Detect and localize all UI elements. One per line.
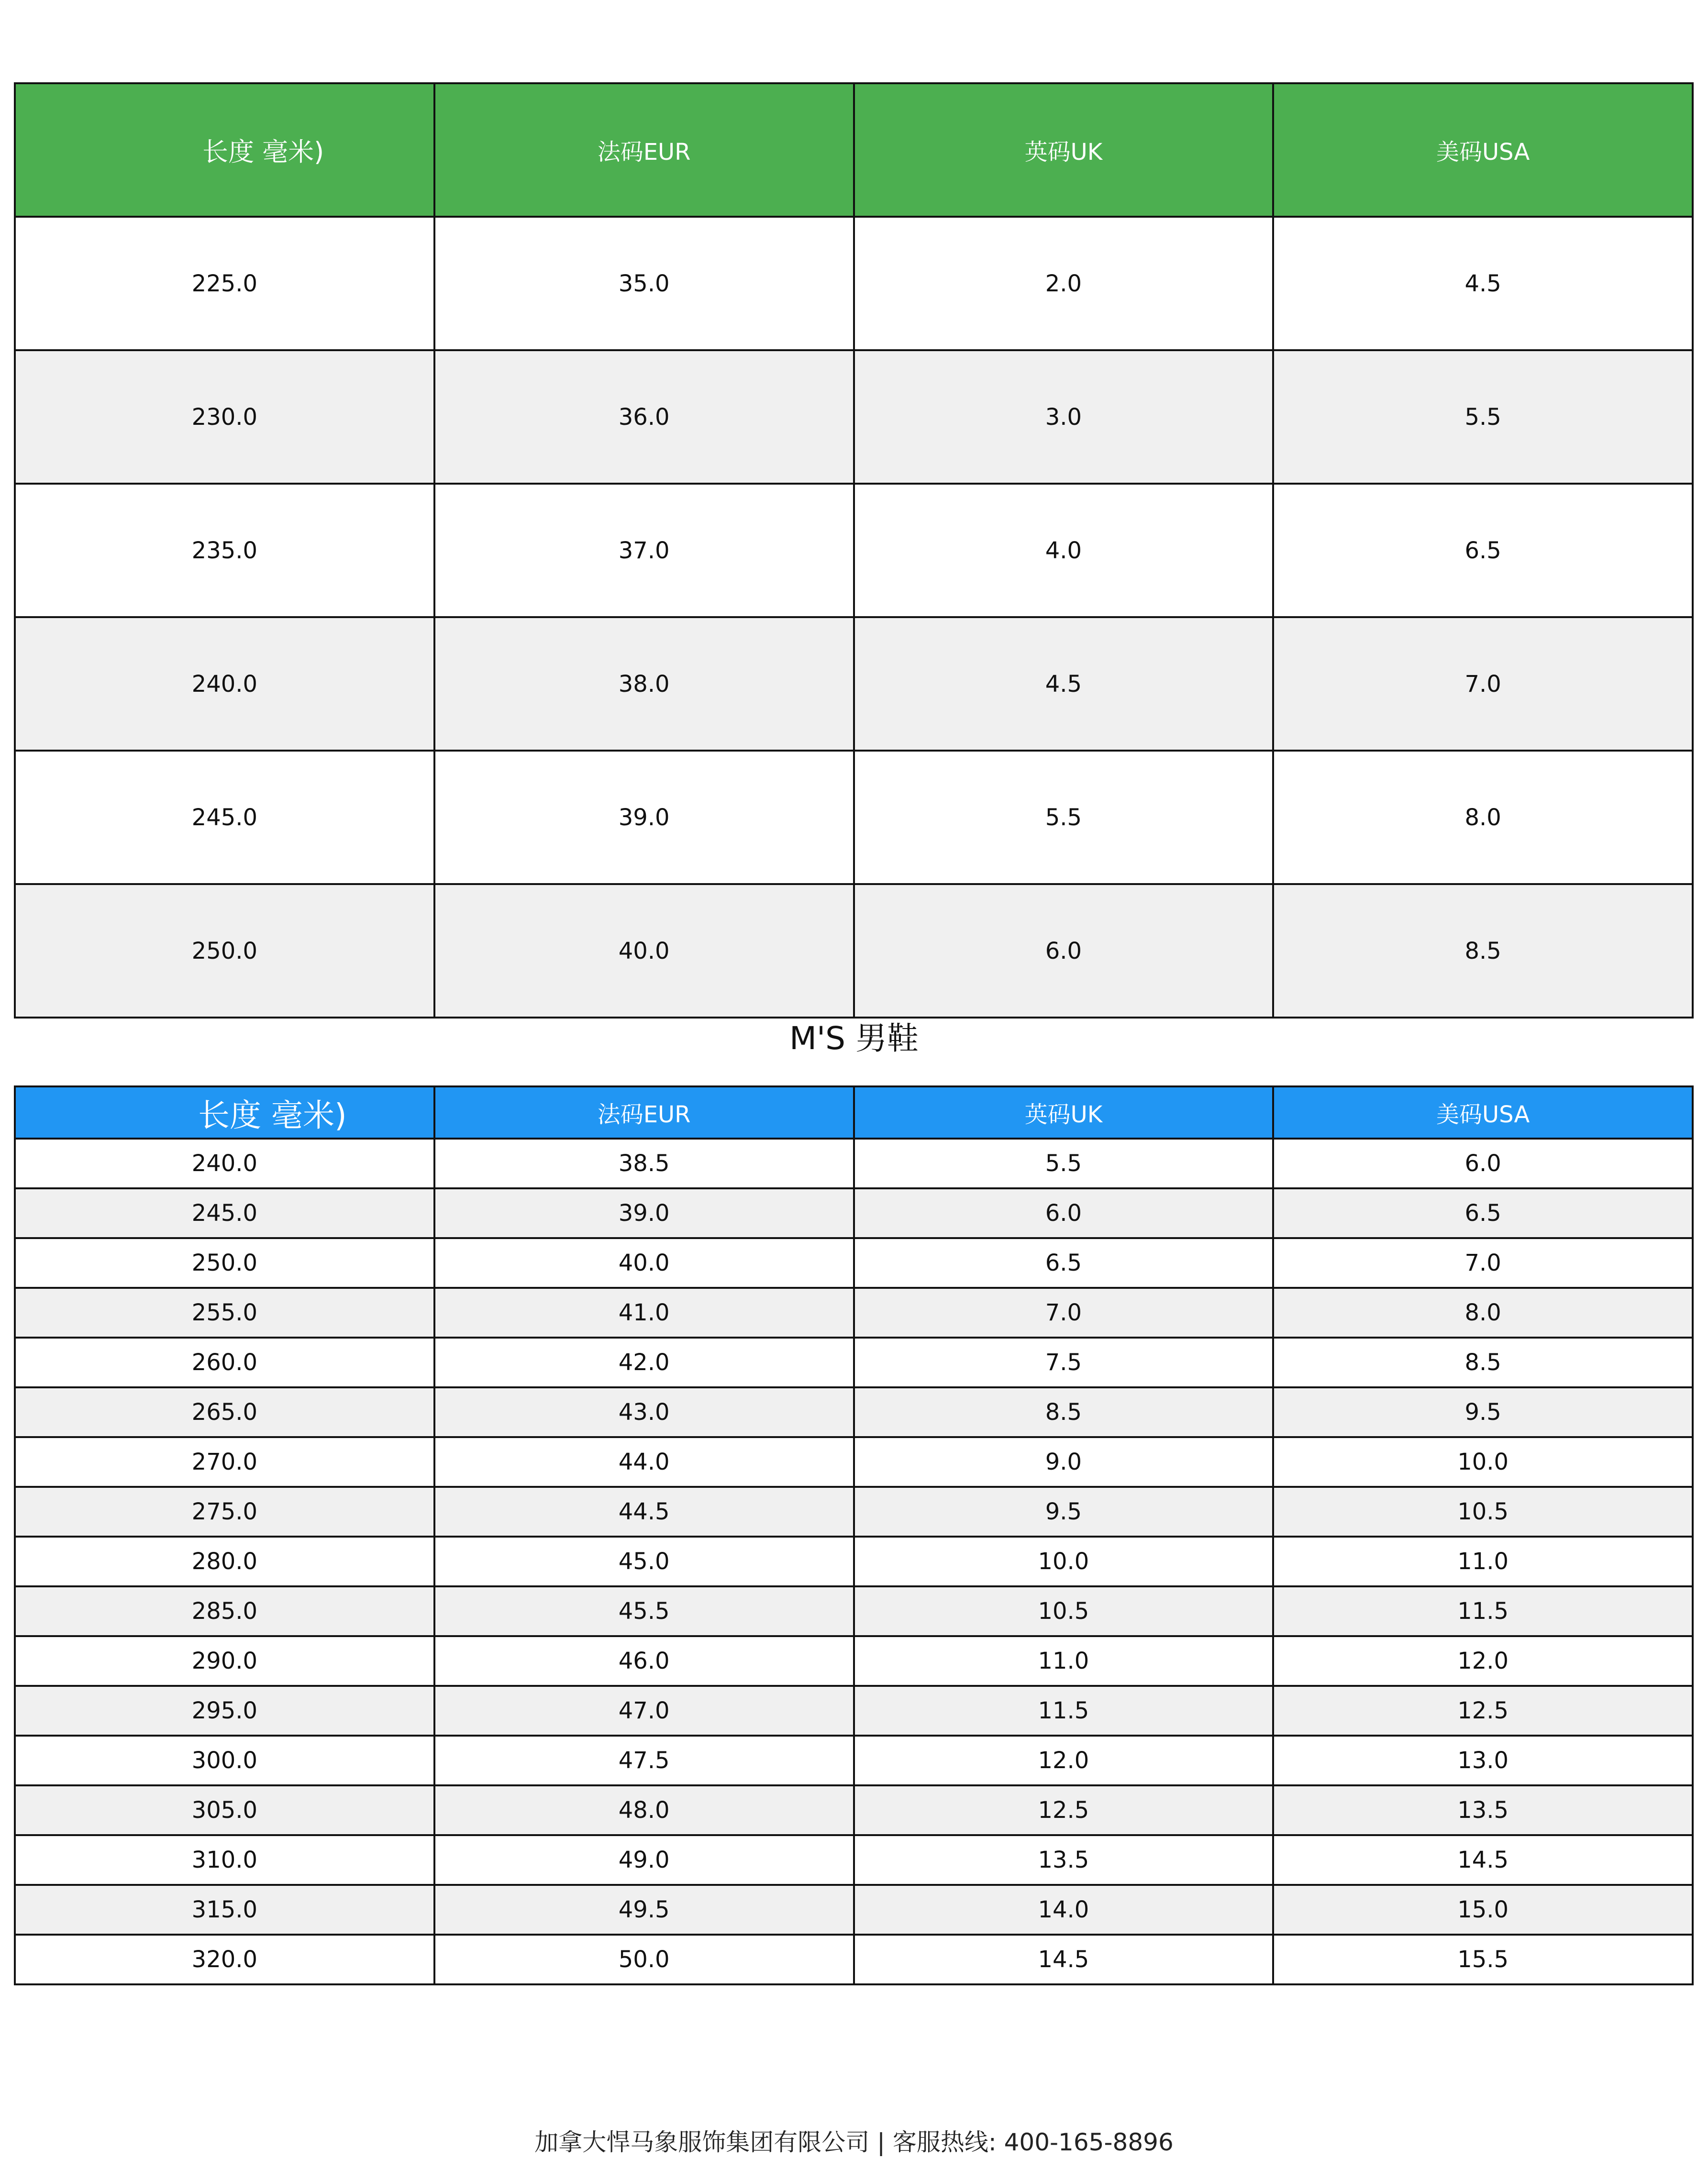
cell-length-mm: 280.0 (15, 1537, 434, 1586)
cell-length-mm: 310.0 (15, 1835, 434, 1885)
cell-usa: 15.0 (1273, 1885, 1693, 1935)
table-row (15, 350, 1693, 484)
cell-usa: 11.5 (1273, 1586, 1693, 1636)
cell-usa: 8.5 (1273, 884, 1693, 1018)
table-row (15, 1835, 1693, 1885)
cell-uk: 9.0 (854, 1437, 1274, 1487)
cell-eur: 36.0 (434, 350, 854, 484)
table-row (15, 1885, 1693, 1935)
cell-usa: 9.5 (1273, 1387, 1693, 1437)
cell-eur: 49.0 (434, 1835, 854, 1885)
header-length-mm: 长度 毫米) (15, 83, 434, 217)
cell-uk: 10.0 (854, 1537, 1274, 1586)
cell-uk: 9.5 (854, 1487, 1274, 1537)
header-uk: 英码UK (854, 1086, 1274, 1139)
cell-uk: 5.5 (854, 1139, 1274, 1188)
cell-eur: 40.0 (434, 884, 854, 1018)
cell-usa: 10.0 (1273, 1437, 1693, 1487)
cell-eur: 45.0 (434, 1537, 854, 1586)
cell-eur: 39.0 (434, 751, 854, 884)
cell-length-mm: 295.0 (15, 1686, 434, 1736)
cell-usa: 7.0 (1273, 1238, 1693, 1288)
men-table-header-row (15, 1086, 1693, 1139)
men-size-table (14, 1085, 1694, 1985)
table-row (15, 217, 1693, 350)
table-row (15, 1487, 1693, 1537)
cell-eur: 47.0 (434, 1686, 854, 1736)
table-row (15, 884, 1693, 1018)
cell-uk: 12.0 (854, 1736, 1274, 1785)
cell-length-mm: 250.0 (15, 1238, 434, 1288)
table-row (15, 484, 1693, 617)
cell-eur: 35.0 (434, 217, 854, 350)
table-row (15, 1437, 1693, 1487)
cell-usa: 8.0 (1273, 1288, 1693, 1338)
table-row (15, 1537, 1693, 1586)
table-row (15, 1785, 1693, 1835)
cell-eur: 41.0 (434, 1288, 854, 1338)
cell-uk: 4.5 (854, 617, 1274, 751)
header-eur: 法码EUR (434, 1086, 854, 1139)
cell-usa: 15.5 (1273, 1935, 1693, 1984)
cell-length-mm: 320.0 (15, 1935, 434, 1984)
table-row (15, 1736, 1693, 1785)
cell-eur: 43.0 (434, 1387, 854, 1437)
cell-usa: 13.0 (1273, 1736, 1693, 1785)
cell-uk: 11.0 (854, 1636, 1274, 1686)
cell-length-mm: 285.0 (15, 1586, 434, 1636)
cell-eur: 38.0 (434, 617, 854, 751)
cell-uk: 7.0 (854, 1288, 1274, 1338)
table-row (15, 1387, 1693, 1437)
cell-uk: 7.5 (854, 1338, 1274, 1387)
cell-uk: 6.5 (854, 1238, 1274, 1288)
cell-uk: 6.0 (854, 1188, 1274, 1238)
cell-eur: 48.0 (434, 1785, 854, 1835)
cell-usa: 8.0 (1273, 751, 1693, 884)
cell-usa: 14.5 (1273, 1835, 1693, 1885)
cell-length-mm: 245.0 (15, 751, 434, 884)
cell-uk: 14.5 (854, 1935, 1274, 1984)
table-row (15, 1586, 1693, 1636)
header-length-mm: 长度 毫米) (15, 1086, 434, 1139)
women-size-table (14, 82, 1694, 1019)
cell-length-mm: 225.0 (15, 217, 434, 350)
header-eur: 法码EUR (434, 83, 854, 217)
cell-eur: 37.0 (434, 484, 854, 617)
table-row (15, 1238, 1693, 1288)
cell-length-mm: 305.0 (15, 1785, 434, 1835)
cell-eur: 45.5 (434, 1586, 854, 1636)
table-row (15, 1288, 1693, 1338)
cell-length-mm: 300.0 (15, 1736, 434, 1785)
cell-eur: 46.0 (434, 1636, 854, 1686)
cell-length-mm: 235.0 (15, 484, 434, 617)
cell-uk: 14.0 (854, 1885, 1274, 1935)
cell-usa: 6.5 (1273, 484, 1693, 617)
table-row (15, 1686, 1693, 1736)
table-row (15, 1935, 1693, 1984)
cell-usa: 6.0 (1273, 1139, 1693, 1188)
cell-length-mm: 245.0 (15, 1188, 434, 1238)
cell-eur: 38.5 (434, 1139, 854, 1188)
footer-company-hotline: 加拿大悍马象服饰集团有限公司 | 客服热线: 400-165-8896 (534, 2128, 1174, 2156)
cell-length-mm: 315.0 (15, 1885, 434, 1935)
cell-uk: 4.0 (854, 484, 1274, 617)
cell-length-mm: 230.0 (15, 350, 434, 484)
cell-eur: 49.5 (434, 1885, 854, 1935)
cell-length-mm: 265.0 (15, 1387, 434, 1437)
cell-usa: 5.5 (1273, 350, 1693, 484)
cell-uk: 13.5 (854, 1835, 1274, 1885)
cell-uk: 5.5 (854, 751, 1274, 884)
cell-usa: 12.5 (1273, 1686, 1693, 1736)
cell-usa: 13.5 (1273, 1785, 1693, 1835)
cell-uk: 12.5 (854, 1785, 1274, 1835)
cell-usa: 6.5 (1273, 1188, 1693, 1238)
cell-uk: 10.5 (854, 1586, 1274, 1636)
cell-length-mm: 250.0 (15, 884, 434, 1018)
table-row (15, 1636, 1693, 1686)
table-row (15, 617, 1693, 751)
women-table-header-row (15, 83, 1693, 217)
cell-eur: 44.5 (434, 1487, 854, 1537)
cell-length-mm: 240.0 (15, 1139, 434, 1188)
table-row (15, 1188, 1693, 1238)
cell-length-mm: 255.0 (15, 1288, 434, 1338)
cell-uk: 11.5 (854, 1686, 1274, 1736)
cell-length-mm: 240.0 (15, 617, 434, 751)
header-usa: 美码USA (1273, 83, 1693, 217)
cell-eur: 42.0 (434, 1338, 854, 1387)
cell-usa: 10.5 (1273, 1487, 1693, 1537)
cell-eur: 39.0 (434, 1188, 854, 1238)
cell-usa: 7.0 (1273, 617, 1693, 751)
table-row (15, 751, 1693, 884)
cell-uk: 2.0 (854, 217, 1274, 350)
table-row (15, 1338, 1693, 1387)
cell-length-mm: 260.0 (15, 1338, 434, 1387)
cell-length-mm: 290.0 (15, 1636, 434, 1686)
cell-length-mm: 275.0 (15, 1487, 434, 1537)
cell-uk: 3.0 (854, 350, 1274, 484)
header-usa: 美码USA (1273, 1086, 1693, 1139)
table-row (15, 1139, 1693, 1188)
cell-eur: 50.0 (434, 1935, 854, 1984)
cell-eur: 47.5 (434, 1736, 854, 1785)
cell-usa: 8.5 (1273, 1338, 1693, 1387)
cell-usa: 12.0 (1273, 1636, 1693, 1686)
cell-usa: 4.5 (1273, 217, 1693, 350)
cell-uk: 6.0 (854, 884, 1274, 1018)
cell-usa: 11.0 (1273, 1537, 1693, 1586)
cell-length-mm: 270.0 (15, 1437, 434, 1487)
section-title-mens-shoes: M'S 男鞋 (789, 1020, 919, 1057)
header-uk: 英码UK (854, 83, 1274, 217)
cell-uk: 8.5 (854, 1387, 1274, 1437)
cell-eur: 40.0 (434, 1238, 854, 1288)
cell-eur: 44.0 (434, 1437, 854, 1487)
